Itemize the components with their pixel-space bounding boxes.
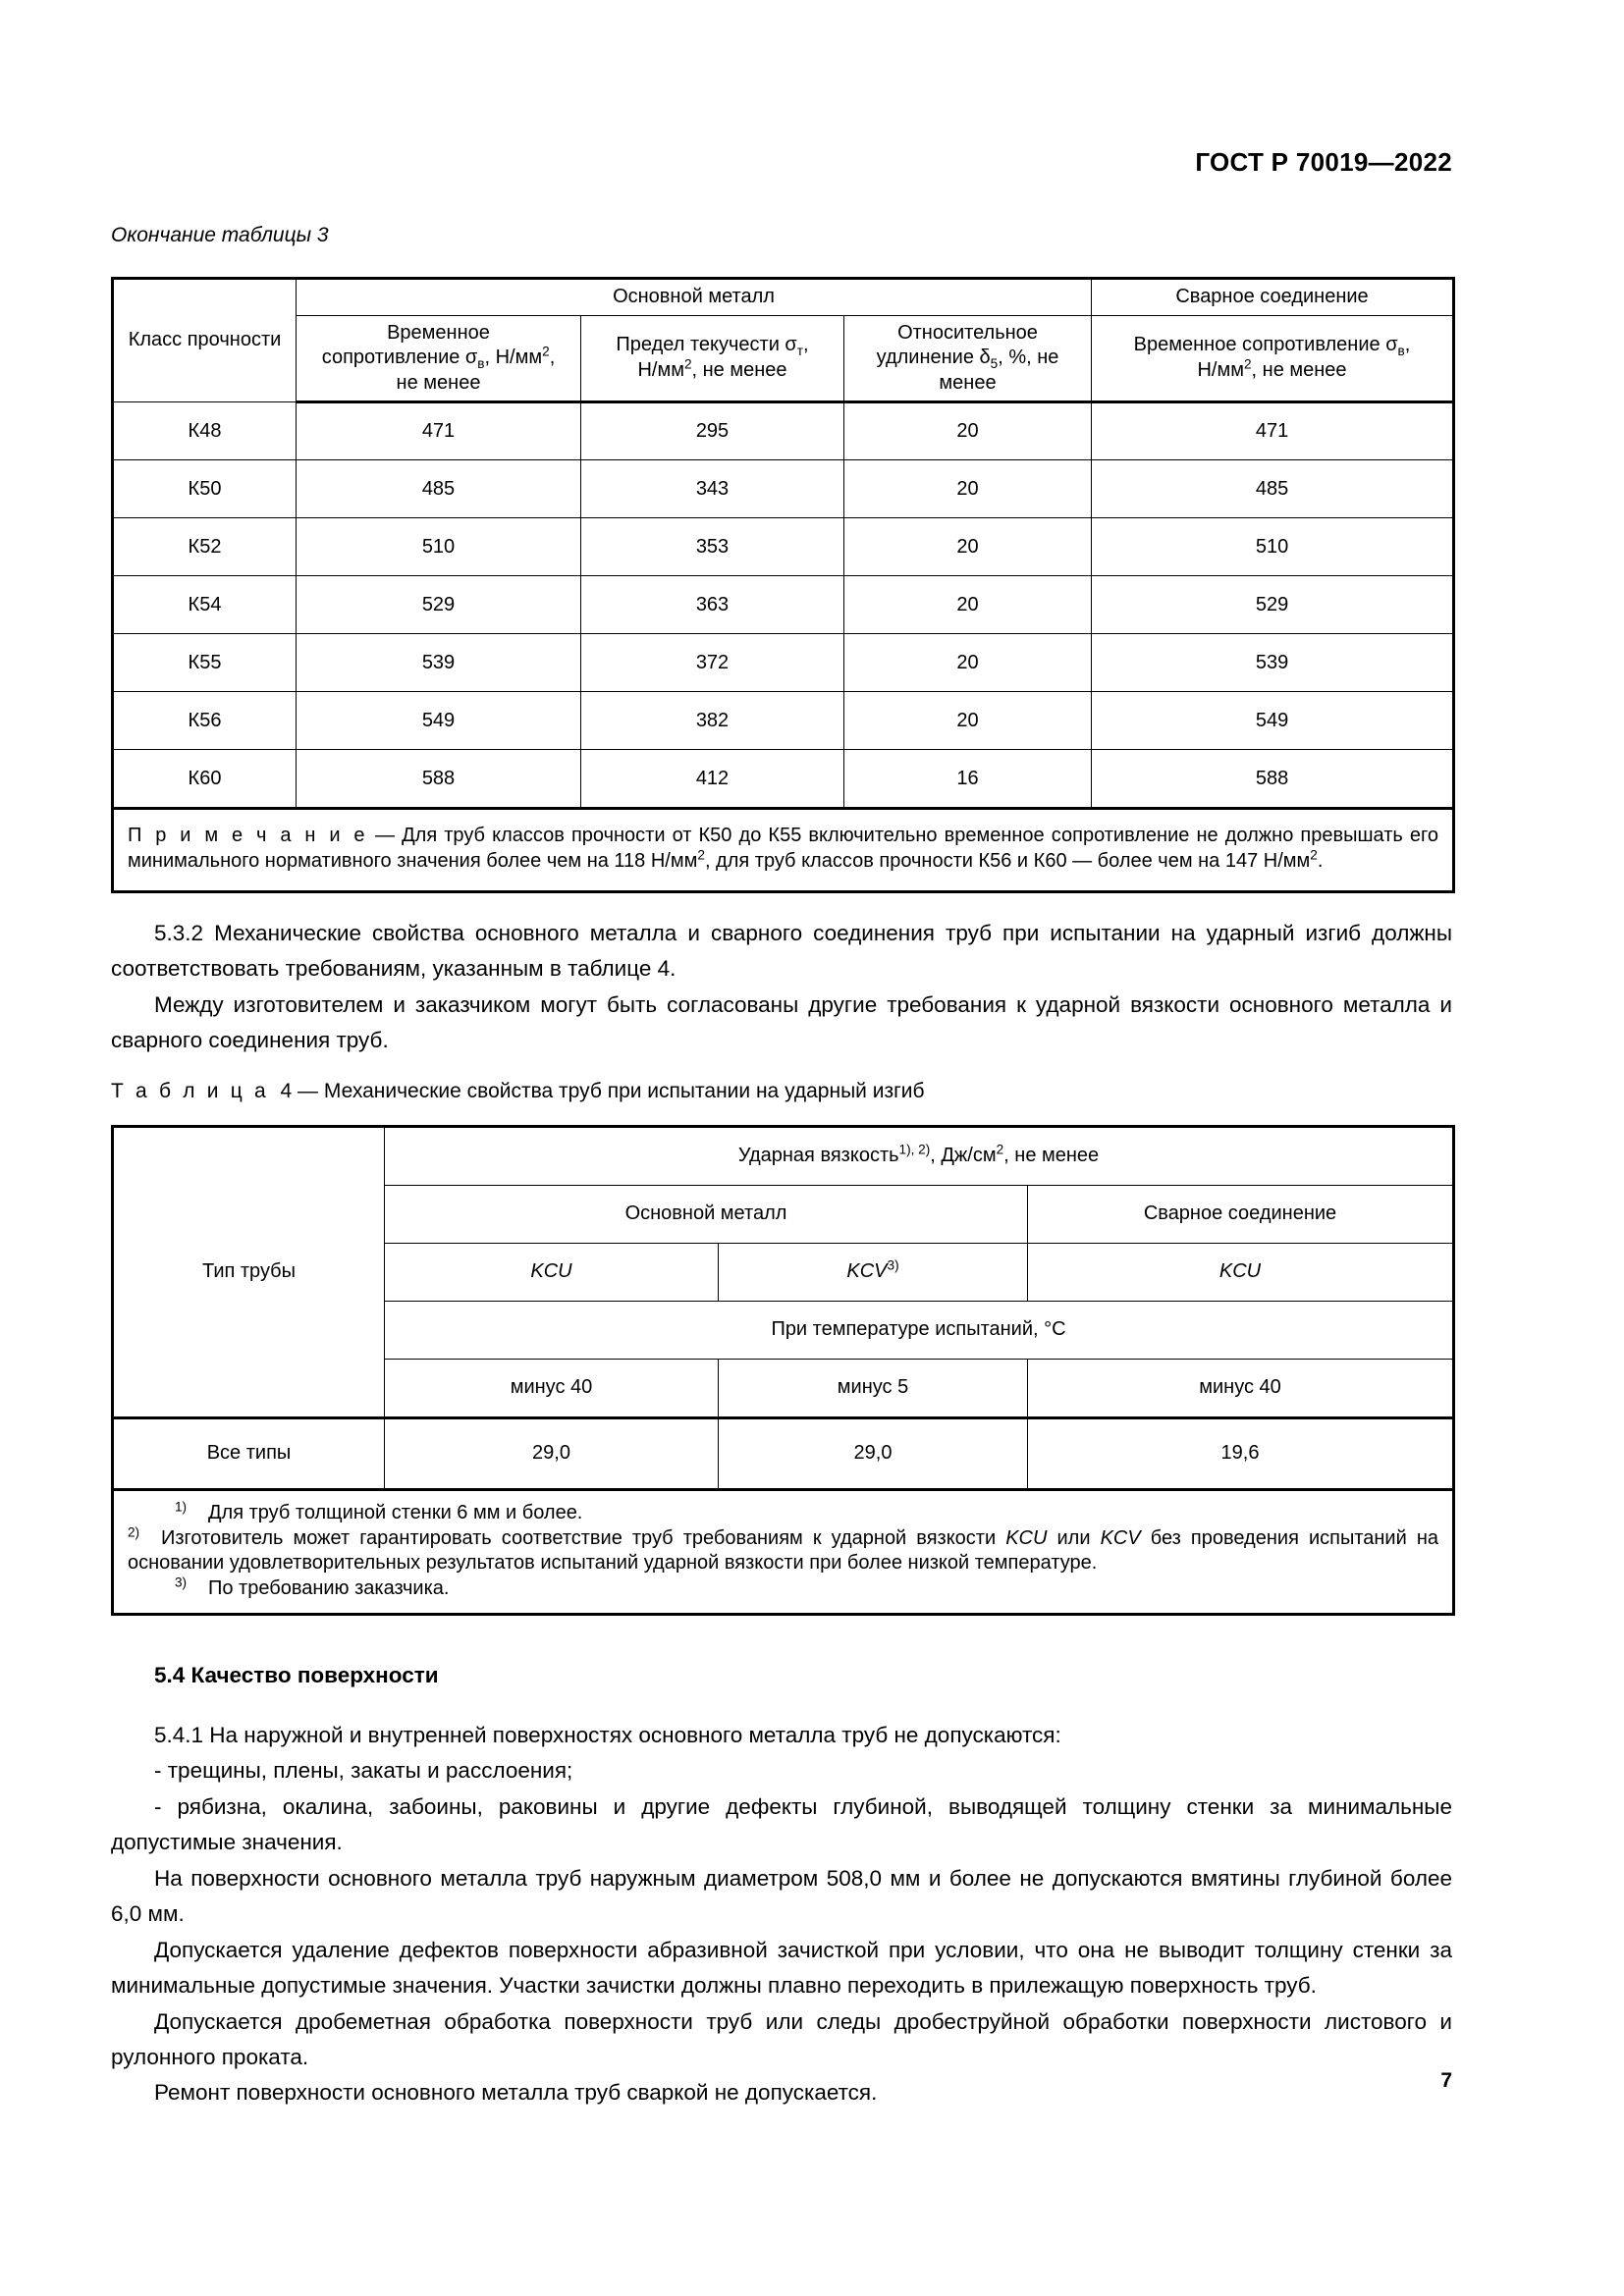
table3-cell-ultimate: 485 — [297, 460, 581, 518]
bullet-defects-cracks: - трещины, плены, закаты и расслоения; — [154, 1758, 573, 1784]
table3-subheader-weld-ultimate-strength: Временное сопротивление $\sigma_в$, $Н/мм^2$, не менее — [1092, 315, 1454, 402]
bullet-defects-scale: - рябизна, окалина, забоины, раковины и другие дефекты глубиной, выводящей толщину стенки за минимальные допустимые значения. — [111, 1793, 1452, 1855]
table3-header-row-groups — [113, 279, 1454, 316]
table3-subheader-elongation: Относительное удлинение $\delta_5$, %, не менее — [844, 315, 1092, 402]
footnote-2-text-b: или — [1047, 1526, 1101, 1549]
footnote-2-text-a: Изготовитель может гарантировать соответствие труб требованиям к ударной вязкости — [161, 1526, 1006, 1549]
table4-cell-kcv-main: 29,0 — [719, 1418, 1028, 1490]
table-row — [113, 750, 1454, 809]
table3-cell-class: К60 — [113, 750, 297, 809]
table3-cell-yield: 372 — [581, 634, 844, 692]
table4-cell-pipe-type: Все типы — [113, 1418, 385, 1490]
footnote-3-text: По требованию заказчика. — [208, 1576, 450, 1599]
table4-header-impact-prefix: Ударная вязкость — [737, 1145, 899, 1167]
table4-header-group-main-metal: Основной металл — [385, 1186, 1028, 1244]
table4-temp-kcu-weld: минус 40 — [1028, 1360, 1454, 1418]
section-5-4-heading: 5.4 Качество поверхности — [154, 1663, 439, 1687]
table3-cell-yield: 382 — [581, 692, 844, 750]
table3-cell-class: К55 — [113, 634, 297, 692]
table4-header-kcv-ref: 3) — [887, 1257, 899, 1273]
table3-cell-elongation: 20 — [844, 576, 1092, 634]
table3-note: П р и м е ч а н и е — Для труб классов прочности от К50 до К55 включительно временное сопротивление не должно превышать его минимального нормативного значения более чем на 118 $Н/мм^2$, для труб классов прочности К56 и К60 — более чем на 147 $Н/мм^2$. — [113, 809, 1454, 891]
table4-header-test-temperature: При температуре испытаний, °С — [385, 1302, 1454, 1360]
table4-caption-text: — Механические свойства труб при испытании на ударный изгиб — [298, 1080, 925, 1102]
table3-container — [111, 277, 1455, 893]
footnote-2-text-c: без проведения испытаний на основании удовлетворительных результатов испытаний ударной вязкости при более низкой температуре. — [128, 1526, 1439, 1575]
footnote-1-marker: 1) — [175, 1499, 188, 1515]
table3 — [111, 277, 1455, 893]
footnote-3 — [128, 1576, 1438, 1602]
table-row — [113, 402, 1454, 460]
table4-footnotes-row — [113, 1490, 1454, 1615]
paragraph-5-4-1: 5.4.1 На наружной и внутренней поверхностях основного металла труб не допускаются: — [154, 1723, 1061, 1747]
table-row — [113, 634, 1454, 692]
table3-note-text-1: — Для труб классов прочности от К50 до К55 включительно временное сопротивление не должно превышать его минимального нормативного значения более чем на 118 Н/мм — [128, 825, 1439, 872]
table3-subheader-ultimate-strength: Временное сопротивление $\sigma_в$, $Н/мм^2$, не менее — [297, 315, 581, 402]
table3-caption: Окончание таблицы 3 — [111, 224, 329, 246]
table3-note-label: П р и м е ч а н и е — [128, 825, 368, 847]
table3-cell-ultimate: 539 — [297, 634, 581, 692]
table4-header-impact — [113, 1127, 1454, 1186]
footnote-2-kcu: KCU — [1005, 1526, 1048, 1549]
table3-cell-yield: 295 — [581, 402, 844, 460]
paragraph-shot-blasting: Допускается дробеметная обработка поверхности труб или следы дробеструйной обработки поверхности листового и рулонного проката. — [111, 2008, 1452, 2069]
table4-container — [111, 1125, 1455, 1616]
table4-caption-number: 4 — [280, 1080, 293, 1102]
table3-cell-ultimate: 529 — [297, 576, 581, 634]
table4 — [111, 1125, 1455, 1616]
table-row — [113, 460, 1454, 518]
footnote-1-text: Для труб толщиной стенки 6 мм и более. — [208, 1502, 583, 1523]
table3-cell-class: К48 — [113, 402, 297, 460]
table3-cell-weld: 471 — [1092, 402, 1454, 460]
table4-footnotes — [113, 1490, 1454, 1615]
table3-cell-ultimate: 471 — [297, 402, 581, 460]
table3-cell-elongation: 20 — [844, 634, 1092, 692]
footnote-3-marker: 3) — [175, 1575, 188, 1590]
table3-header-group-welded-joint: Сварное соединение — [1092, 279, 1454, 316]
table3-cell-yield: 363 — [581, 576, 844, 634]
table3-cell-weld: 588 — [1092, 750, 1454, 809]
footnote-2 — [128, 1523, 1439, 1576]
table4-caption — [111, 1080, 925, 1103]
table4-caption-label: Т а б л и ц а — [111, 1080, 269, 1102]
table3-note-row — [113, 809, 1454, 891]
table3-header-group-main-metal: Основной металл — [297, 279, 1092, 316]
table4-temp-kcu-main: минус 40 — [385, 1360, 719, 1418]
table3-cell-class: К54 — [113, 576, 297, 634]
table3-cell-ultimate: 549 — [297, 692, 581, 750]
table3-cell-yield: 343 — [581, 460, 844, 518]
table3-cell-class: К52 — [113, 518, 297, 576]
table3-cell-elongation: 20 — [844, 460, 1092, 518]
table4-header-kcu-main: KCU — [385, 1244, 719, 1302]
table3-subheader-yield-strength: Предел текучести $\sigma_т$, $Н/мм^2$, не менее — [581, 315, 844, 402]
table3-cell-class: К56 — [113, 692, 297, 750]
paragraph-agreement: Между изготовителем и заказчиком могут быть согласованы другие требования к ударной вязкости основного металла и сварного соединения труб. — [111, 991, 1452, 1053]
footnote-2-kcv: KCV — [1100, 1526, 1141, 1549]
section-5-3-2-text — [111, 916, 1452, 1059]
table-row — [113, 1418, 1454, 1490]
paragraph-abrasive-removal: Допускается удаление дефектов поверхности абразивной зачисткой при условии, что она не выводит толщину стенки за минимальные допустимые значения. Участки зачистки должны плавно переходить в прилежащую поверхность труб. — [111, 1937, 1452, 1999]
table3-header-row-subs — [113, 315, 1454, 402]
table3-note-text-2: , для труб классов прочности К56 и К60 — более чем на 147 Н/мм — [704, 849, 1311, 872]
table3-cell-yield: 353 — [581, 518, 844, 576]
table3-cell-weld: 529 — [1092, 576, 1454, 634]
table4-header-group-welded-joint: Сварное соединение — [1028, 1186, 1454, 1244]
table-row — [113, 518, 1454, 576]
table4-header-kcu-weld: KCU — [1028, 1244, 1454, 1302]
table3-cell-elongation: 20 — [844, 692, 1092, 750]
table3-cell-ultimate: 510 — [297, 518, 581, 576]
paragraph-dents: На поверхности основного металла труб наружным диаметром 508,0 мм и более не допускаются вмятины глубиной более 6,0 мм. — [111, 1865, 1452, 1927]
table3-cell-weld: 539 — [1092, 634, 1454, 692]
table4-header-kcv-main — [719, 1244, 1028, 1302]
table4-header-impact-refs: 1), 2) — [898, 1142, 931, 1157]
table3-cell-elongation: 20 — [844, 402, 1092, 460]
footnote-2-marker: 2) — [128, 1523, 140, 1539]
table3-cell-weld: 510 — [1092, 518, 1454, 576]
table3-cell-yield: 412 — [581, 750, 844, 809]
table4-cell-kcu-main: 29,0 — [385, 1418, 719, 1490]
footnote-1 — [128, 1501, 1438, 1526]
table4-header-impact-toughness: Ударная вязкость$^{1), 2)}$, $Дж/см^2$, не менее — [385, 1127, 1454, 1186]
table3-cell-weld: 485 — [1092, 460, 1454, 518]
page-number: 7 — [1440, 2069, 1452, 2092]
table3-note-text-3: . — [1317, 849, 1324, 872]
table3-header-strength-class: Класс прочности — [113, 279, 297, 402]
section-5-4 — [111, 1663, 1452, 2111]
table3-cell-elongation: 16 — [844, 750, 1092, 809]
table4-temp-kcv-main: минус 5 — [719, 1360, 1028, 1418]
paragraph-5-3-2: 5.3.2 Механические свойства основного металла и сварного соединения труб при испытании на ударный изгиб должны соответствовать требованиям, указанным в таблице 4. — [111, 921, 1452, 982]
document-header-standard-number: ГОСТ Р 70019—2022 — [1195, 147, 1452, 177]
table3-cell-elongation: 20 — [844, 518, 1092, 576]
table3-cell-ultimate: 588 — [297, 750, 581, 809]
paragraph-weld-repair: Ремонт поверхности основного металла труб сваркой не допускается. — [154, 2080, 878, 2106]
table-row — [113, 576, 1454, 634]
table-row — [113, 692, 1454, 750]
table4-cell-kcu-weld: 19,6 — [1028, 1418, 1454, 1490]
table4-header-pipe-type: Тип трубы — [113, 1127, 385, 1418]
table3-cell-class: К50 — [113, 460, 297, 518]
table4-header-kcv-label: KCV — [846, 1260, 888, 1283]
table3-cell-weld: 549 — [1092, 692, 1454, 750]
